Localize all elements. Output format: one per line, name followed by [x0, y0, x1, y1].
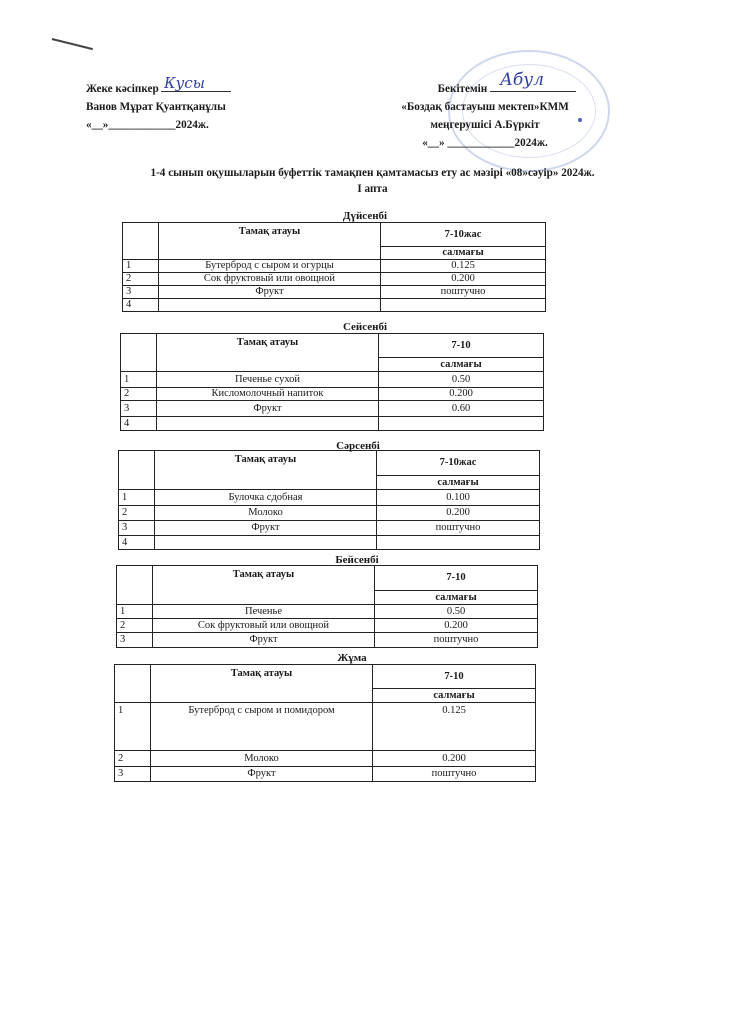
row-number: 3 [117, 633, 153, 648]
menu-table-friday [114, 664, 536, 782]
document-title-block [60, 165, 685, 197]
row-weight: 0.200 [381, 273, 546, 286]
table-header-row [121, 334, 544, 358]
row-food: Печенье сухой [157, 372, 379, 388]
table-header-food: Тамақ атауы [159, 223, 381, 260]
row-weight: 0.60 [379, 401, 544, 417]
row-food: Молоко [155, 506, 377, 521]
row-weight: 0.125 [381, 260, 546, 273]
signature-line-left [161, 79, 231, 92]
row-weight: 0.200 [377, 506, 540, 521]
table-header-weight: салмағы [379, 358, 544, 372]
menu-table-monday [122, 222, 546, 312]
row-weight: поштучно [375, 633, 538, 648]
row-number: 3 [115, 767, 151, 782]
row-number: 2 [123, 273, 159, 286]
row-weight: поштучно [381, 286, 546, 299]
table-header-age: 7-10жас [377, 451, 540, 476]
table-header-food: Тамақ атауы [153, 566, 375, 605]
table-header-number [119, 451, 155, 490]
row-food: Булочка сдобная [155, 490, 377, 506]
row-food: Кисломолочный напиток [157, 388, 379, 401]
row-number: 1 [121, 372, 157, 388]
row-number: 1 [123, 260, 159, 273]
row-weight: 0.125 [373, 703, 536, 751]
row-food: Фрукт [153, 633, 375, 648]
row-food: Молоко [151, 751, 373, 767]
table-header-weight: салмағы [373, 689, 536, 703]
table-row [123, 299, 546, 312]
row-number: 3 [119, 521, 155, 536]
row-food [155, 536, 377, 550]
header-left-role: Жеке кәсіпкер [86, 83, 159, 95]
row-number: 4 [123, 299, 159, 312]
row-food: Бутерброд с сыром и помидором [151, 703, 373, 751]
row-number: 1 [117, 605, 153, 619]
row-weight [381, 299, 546, 312]
table-header-number [121, 334, 157, 372]
row-weight: 0.200 [375, 619, 538, 633]
week-label: I апта [357, 183, 388, 195]
document-title: 1-4 сынып оқушыларын буфеттік тамақпен қамтамасыз ету ас мәзірі «08»сәуір» 2024ж. [150, 167, 595, 179]
signature-right: Абул [500, 70, 544, 90]
row-weight: 0.100 [377, 490, 540, 506]
day-title-tuesday: Сейсенбі [342, 321, 388, 333]
header-left [86, 79, 231, 134]
table-header-age: 7-10 [373, 665, 536, 689]
header-right-head: меңгерушісі А.Бүркіт [430, 119, 540, 131]
row-weight: 0.50 [375, 605, 538, 619]
table-header-number [117, 566, 153, 605]
row-number: 2 [115, 751, 151, 767]
row-food: Печенье [153, 605, 375, 619]
row-number: 2 [117, 619, 153, 633]
table-row [119, 506, 540, 521]
table-header-row [115, 665, 536, 689]
table-row [115, 767, 536, 782]
row-weight: 0.200 [379, 388, 544, 401]
row-weight [379, 417, 544, 431]
header-right-line1 [390, 79, 580, 98]
table-row [115, 703, 536, 751]
table-row [117, 633, 538, 648]
table-header-row [119, 451, 540, 476]
day-title-thursday: Бейсенбі [335, 554, 379, 566]
row-food: Фрукт [157, 401, 379, 417]
signature-line-right [490, 79, 576, 92]
table-row [123, 260, 546, 273]
row-number: 2 [119, 506, 155, 521]
header-left-date: «__»____________2024ж. [86, 119, 209, 131]
menu-table-wednesday [118, 450, 540, 550]
header-right-org: «Боздақ бастауыш мектеп»КММ [401, 101, 569, 113]
pen-stroke [52, 38, 93, 50]
row-food [159, 299, 381, 312]
row-weight: поштучно [377, 521, 540, 536]
row-weight [377, 536, 540, 550]
row-number: 3 [123, 286, 159, 299]
row-number: 1 [119, 490, 155, 506]
row-food [157, 417, 379, 431]
table-header-weight: салмағы [377, 476, 540, 490]
row-food: Сок фруктовый или овощной [153, 619, 375, 633]
row-number: 4 [119, 536, 155, 550]
table-header-age: 7-10 [379, 334, 544, 358]
table-header-weight: салмағы [381, 247, 546, 260]
table-row [119, 490, 540, 506]
table-header-age: 7-10жас [381, 223, 546, 247]
table-header-age: 7-10 [375, 566, 538, 591]
table-row [119, 521, 540, 536]
menu-table-tuesday [120, 333, 544, 431]
row-food: Фрукт [151, 767, 373, 782]
row-number: 3 [121, 401, 157, 417]
header-right [390, 79, 580, 152]
menu-table-thursday [116, 565, 538, 648]
table-row [121, 401, 544, 417]
table-row [115, 751, 536, 767]
table-header-weight: салмағы [375, 591, 538, 605]
row-food: Фрукт [159, 286, 381, 299]
table-row [123, 286, 546, 299]
table-header-number [123, 223, 159, 260]
table-row [121, 388, 544, 401]
row-food: Фрукт [155, 521, 377, 536]
table-row [121, 417, 544, 431]
table-header-row [123, 223, 546, 247]
signature-left: Кусы [164, 74, 205, 92]
row-number: 2 [121, 388, 157, 401]
row-weight: 0.50 [379, 372, 544, 388]
table-row [119, 536, 540, 550]
table-header-row [117, 566, 538, 591]
row-food: Сок фруктовый или овощной [159, 273, 381, 286]
header-right-date: «__» ____________2024ж. [422, 137, 548, 149]
header-right-approve: Бекітемін [437, 83, 488, 95]
table-header-number [115, 665, 151, 703]
day-title-friday: Жұма [337, 652, 367, 664]
row-food: Бутерброд с сыром и огурцы [159, 260, 381, 273]
table-row [117, 605, 538, 619]
row-number: 1 [115, 703, 151, 751]
row-number: 4 [121, 417, 157, 431]
table-header-food: Тамақ атауы [155, 451, 377, 490]
table-row [121, 372, 544, 388]
header-left-line1 [86, 79, 231, 98]
row-weight: 0.200 [373, 751, 536, 767]
table-row [123, 273, 546, 286]
table-header-food: Тамақ атауы [151, 665, 373, 703]
row-weight: поштучно [373, 767, 536, 782]
table-row [117, 619, 538, 633]
day-title-monday: Дүйсенбі [342, 210, 388, 222]
table-header-food: Тамақ атауы [157, 334, 379, 372]
day-title-wednesday: Сәрсенбі [336, 440, 380, 452]
header-left-name: Ванов Мұрат Қуантқанұлы [86, 101, 226, 113]
